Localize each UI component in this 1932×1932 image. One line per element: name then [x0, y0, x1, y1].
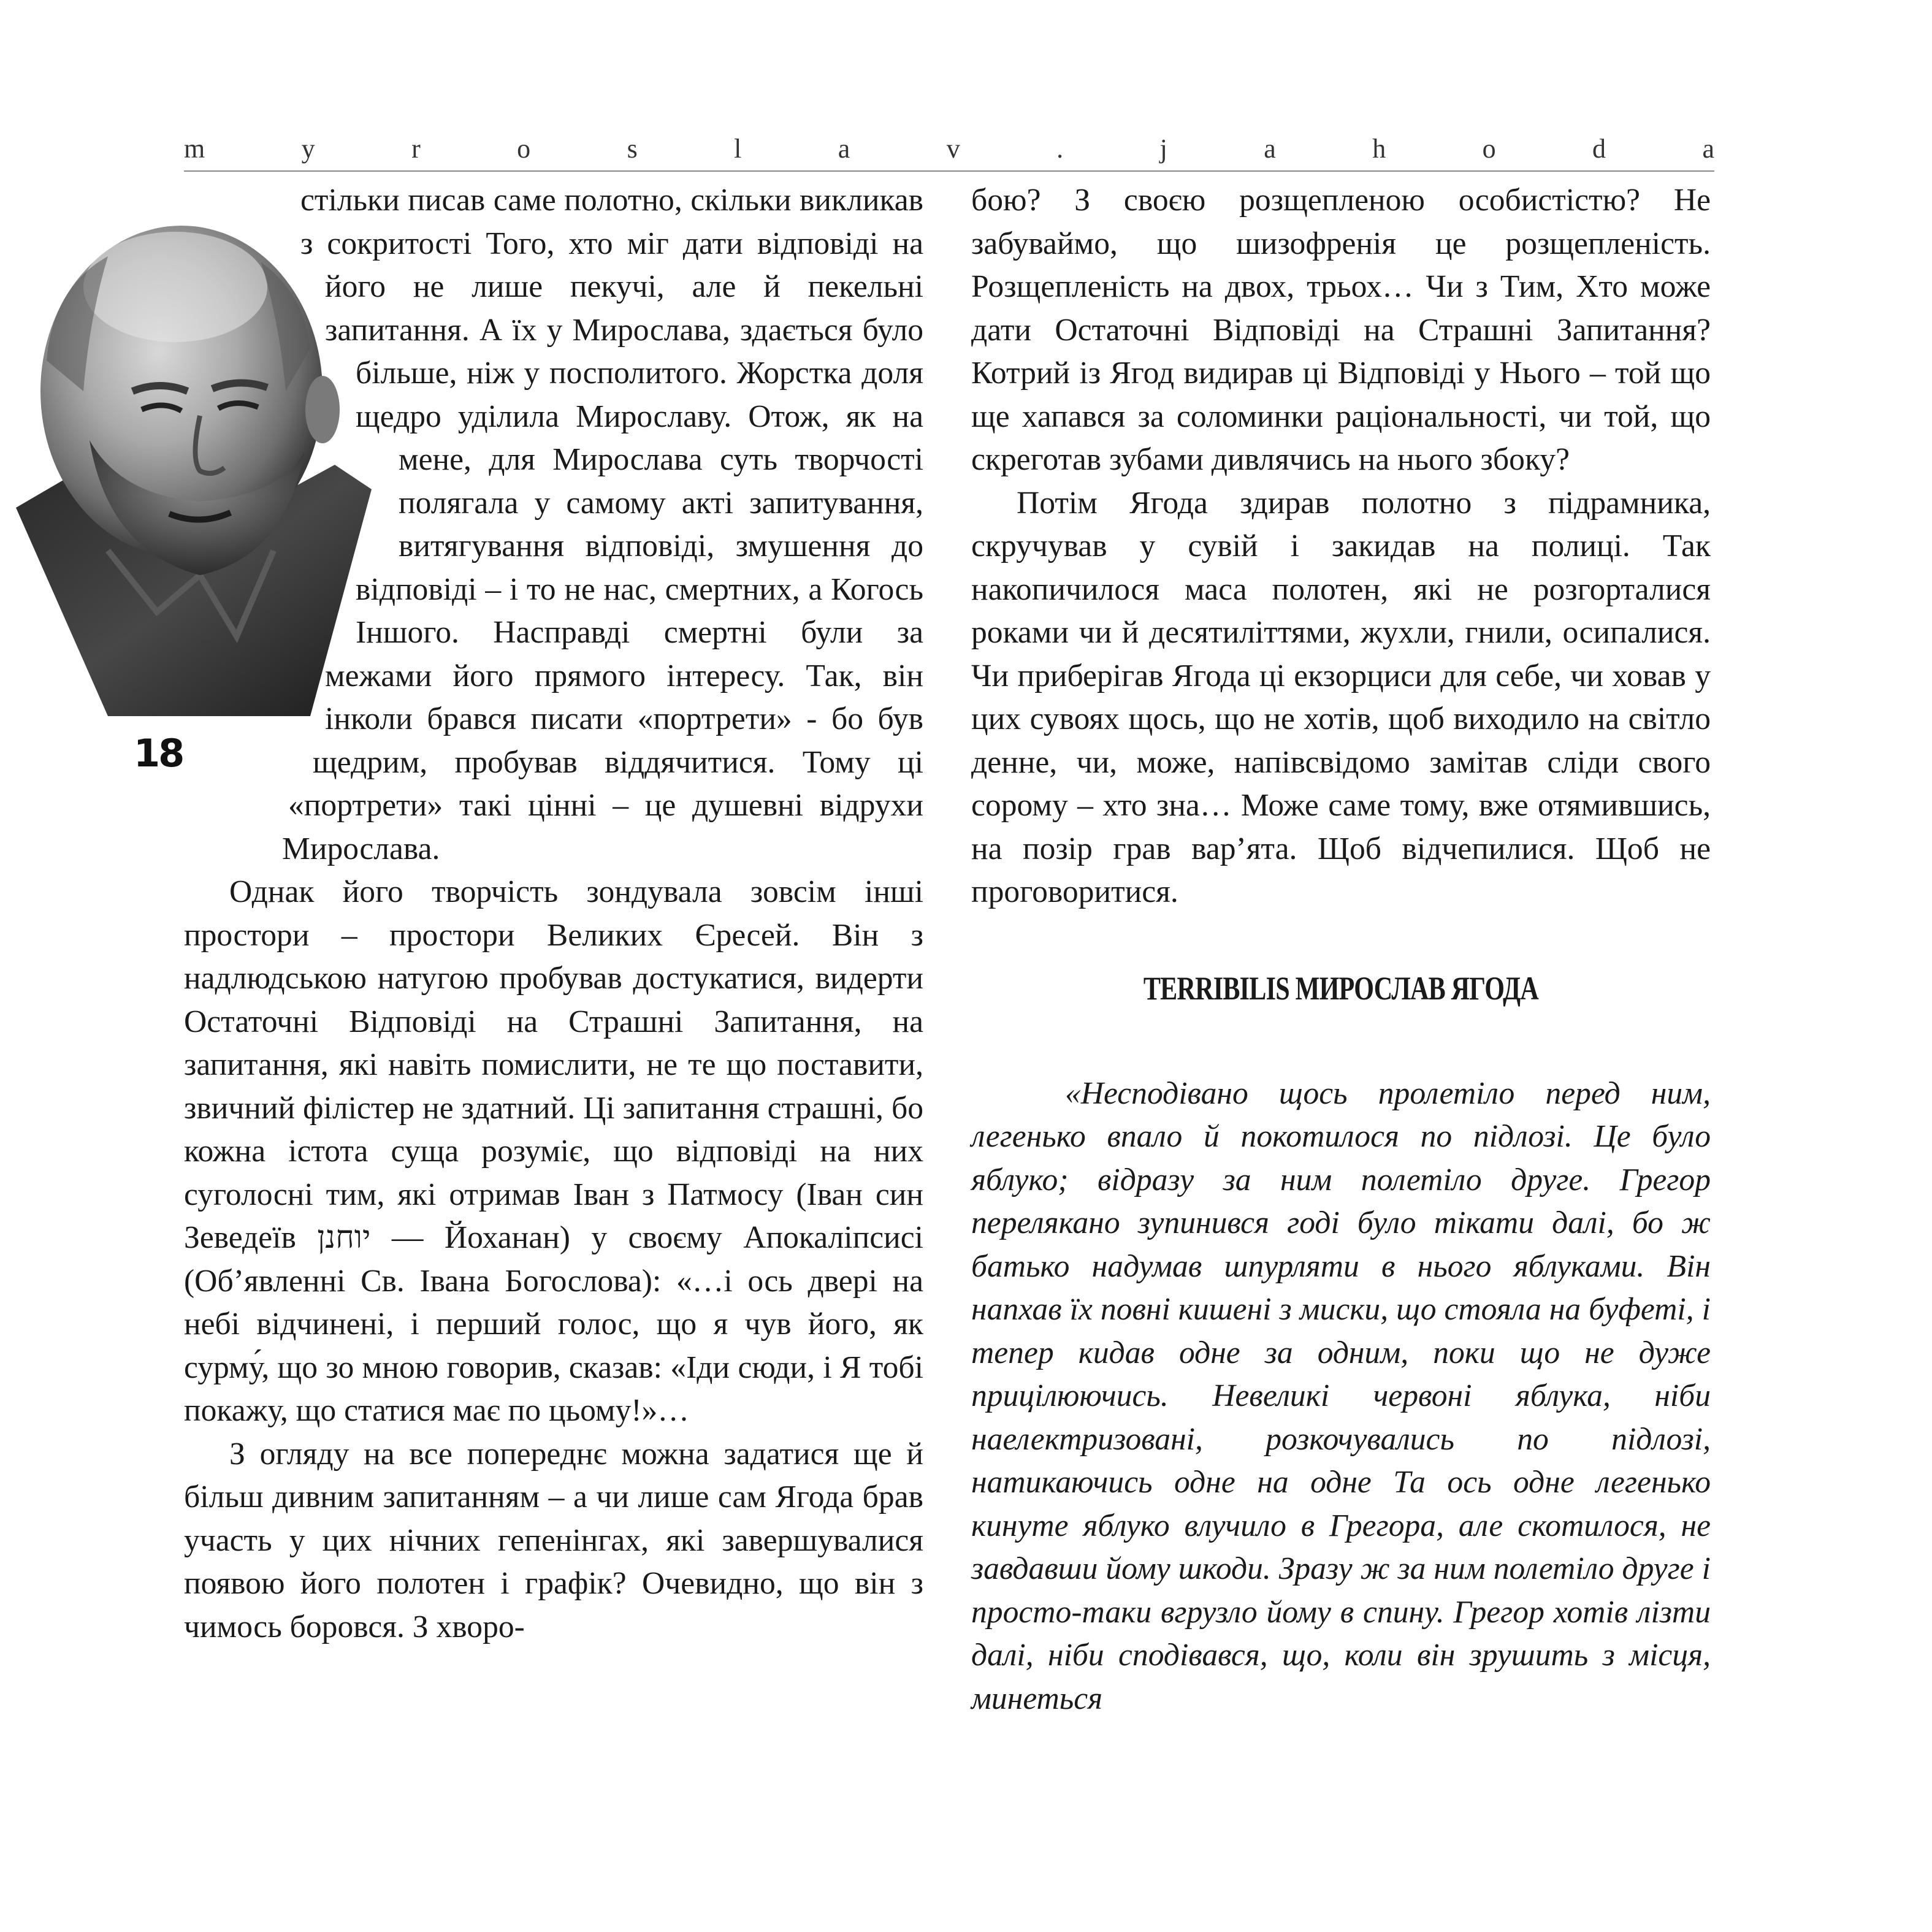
body-paragraph: З огляду на все попереднє можна задатися ще й більш дивним запитанням – а чи лише сам Ягода брав участь у цих нічних гепенінгах, які завершувалися появою його полотен і графік? Очевидно, що він з чимось боровся. З хворо-: [184, 1436, 923, 1644]
running-head-letter: a: [1264, 134, 1276, 164]
body-paragraph: Однак його творчість зондувала зовсім інші простори – простори Великих Єресей. Він з надлюдською натугою пробував достукатися, видерти Остаточні Відповіді на Страшні Запитання, на запитання, які навіть помислити, не те що поставити, звичний філістер не здатний. Ці запитання страшні, бо кожна істота суща розуміє, що відповіді на них суголосні тим, які отримав Іван з Патмосу (Іван син Зеведеїв יוחנן — Йоханан) у своєму Апокаліпсисі (Об’явленні Св. Івана Богослова): «…і ось двері на небі відчинені, і перший голос, що я чув його, як сурму́, що зо мною говорив, сказав: «Іди сюди, і Я тобі покажу, що статися має по цьому!»…: [184, 874, 923, 1428]
header-rule: [184, 170, 1714, 172]
running-head-letter: a: [1702, 134, 1714, 164]
section-heading: [971, 914, 1711, 1072]
running-head-letter: o: [1482, 134, 1496, 164]
running-head-letter: m: [184, 134, 205, 164]
section-heading-text: TERRIBILIS МИРОСЛАВ ЯГОДА: [1143, 969, 1539, 1007]
right-column: [971, 179, 1711, 1720]
body-paragraph: бою? З своєю розщепленою особистістю? Не забуваймо, що шизофренія це розщепленість. Розщепленість на двох, трьох… Чи з Тим, Хто може дати Остаточні Відповіді на Страшні Запитання? Котрий із Ягод видирав ці Відповіді у Нього – той що ще хапався за соломинки раціональності, чи той, що скреготав зубами дивлячись на нього збоку?: [971, 183, 1711, 477]
running-head-letter: j: [1159, 134, 1167, 164]
running-head-letter: r: [411, 134, 421, 164]
running-head-letter: a: [838, 134, 850, 164]
page-number: 18: [134, 731, 183, 776]
epigraph-quote: «Несподівано щось пролетіло перед ним, легенько впало й покотилося по підлозі. Це було яблуко; відразу за ним полетіло друге. Грегор перелякано зупинився годі було тікати далі, бо ж батько надумав шпурляти в нього яблуками. Він напхав їх повні кишені з миски, що стояла на буфеті, і тепер кидав одне за одним, поки що не дуже прицілюючись. Невеликі червоні яблука, ніби наелектризовані, розкочувались по підлозі, натикаючись одне на одне Та ось одне легенько кинуте яблуко влучило в Грегора, але скотилося, не завдавши йому шкоди. Зразу ж за ним полетіло друге і просто-таки вгрузло йому в спину. Грегор хотів лізти далі, ніби сподівався, що, коли він зрушить з місця, минеться: [971, 1075, 1711, 1716]
running-head-letter: y: [301, 134, 315, 164]
running-head-letter: .: [1056, 134, 1064, 164]
running-head-letter: s: [627, 134, 638, 164]
body-paragraph: Потім Ягода здирав полотно з підрамника, скручував у сувій і закидав на полиці. Так накопичилося маса полотен, які не розгорталися роками чи й десятиліттями, жухли, гнили, осипалися. Чи приберігав Ягода ці екзорциси для себе, чи ховав у цих сувоях щось, що не хотів, щоб виходило на світло денне, чи, може, напівсвідомо замітав сліди свого сорому – хто зна… Може саме тому, вже отямившись, на позір грав вар’ята. Щоб відчепилися. Щоб не проговоритися.: [971, 485, 1711, 909]
running-head-letter: h: [1372, 134, 1386, 164]
running-head: [184, 125, 1714, 164]
running-head-letter: l: [734, 134, 742, 164]
running-head-letter: v: [946, 134, 960, 164]
left-column: [184, 179, 923, 1649]
running-head-letter: d: [1592, 134, 1606, 164]
body-paragraph: стільки писав саме полотно, скільки викликав з сокритості Того, хто міг дати відповіді на його не лише пекучі, але й пекельні запитання. А їх у Мирослава, здається було більше, ніж у посполитого. Жорстка доля щедро уділила Мирославу. Отож, як на мене, для Мирослава суть творчості полягала у самому акті запитування, витягування відповіді, змушення до відповіді – і то не нас, смертних, а Когось Іншого. Насправді смертні були за межами його прямого інтересу. Так, він інколи брався писати «портрети» - бо був щедрим, пробував віддячитися. Тому ці «портрети» такі цінні – це душевні відрухи Мирослава.: [282, 183, 923, 866]
running-head-letter: o: [517, 134, 531, 164]
